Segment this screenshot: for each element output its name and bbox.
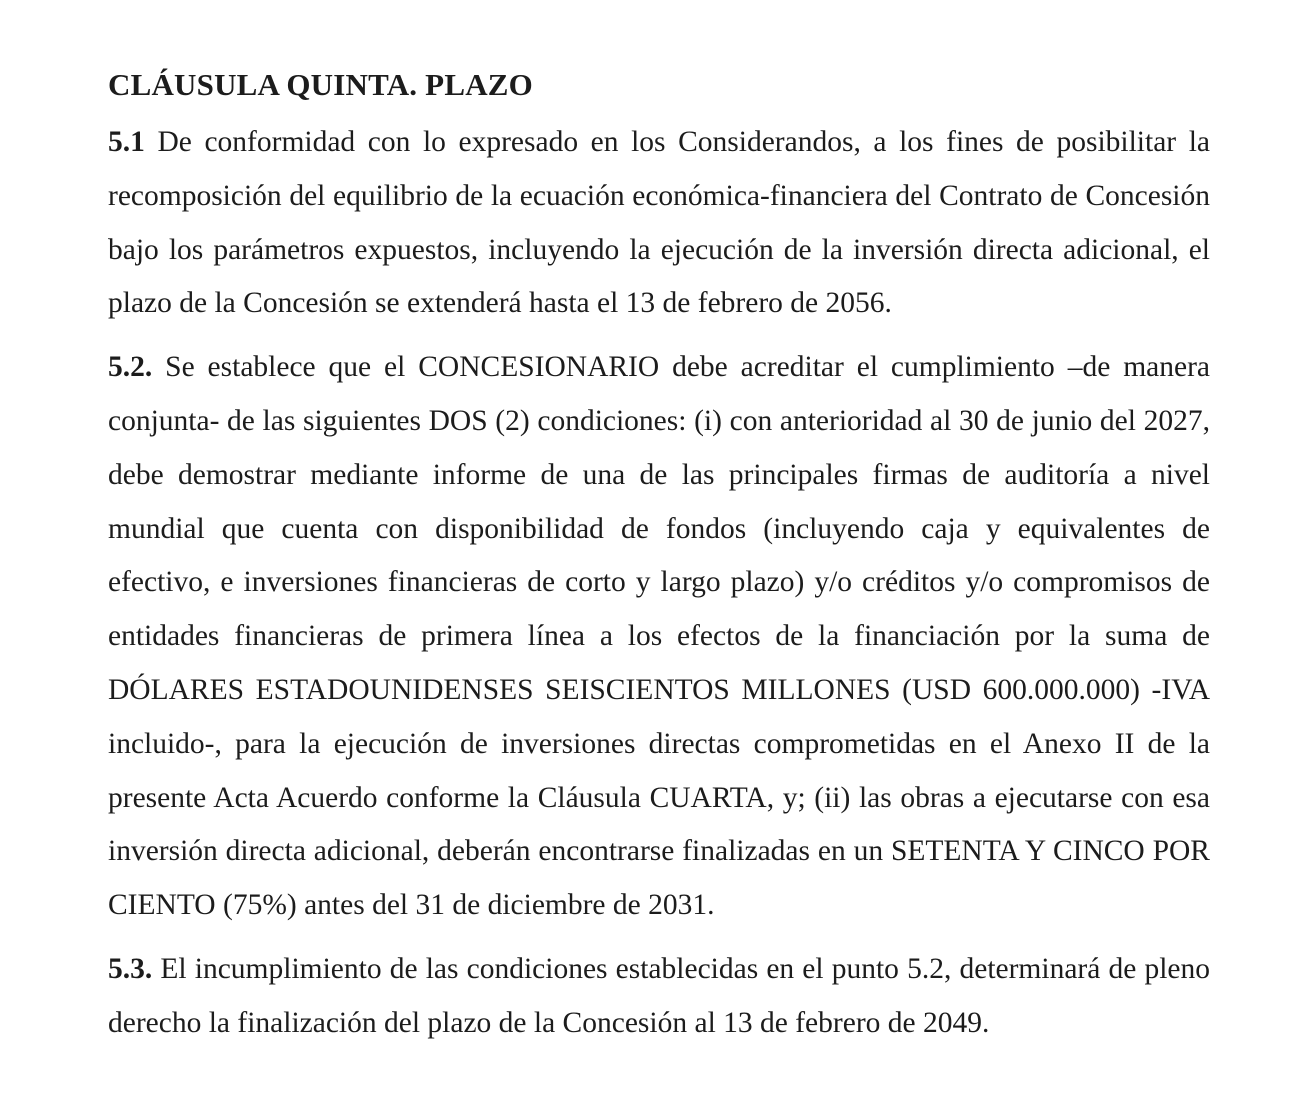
clause-number: 5.2. [108,351,153,384]
clause-number: 5.3. [108,952,153,985]
clause-5-1 [108,116,1210,331]
document-page [108,60,1210,1061]
clause-5-3 [108,943,1210,1051]
clause-text: El incumplimiento de las condiciones establecidas en el punto 5.2, determinará de pleno derecho la finalización del plazo de la Concesión al 13 de febrero de 2049. [108,952,1211,1039]
clause-5-2 [108,341,1210,933]
clause-heading: CLÁUSULA QUINTA. PLAZO [108,67,533,102]
clause-text: De conformidad con lo expresado en los Considerandos, a los fines de posibilitar la recomposición del equilibrio de la ecuación económica-financiera del Contrato de Concesión bajo los parámetros expuestos, incluyendo la ejecución de la inversión directa adicional, el plazo de la Concesión se extenderá hasta el 13 de febrero de 2056. [108,126,1210,320]
clause-text: Se establece que el CONCESIONARIO debe acreditar el cumplimiento –de manera conjunta- de las siguientes DOS (2) condiciones: (i) con anterioridad al 30 de junio del 2027, debe demostrar mediante informe de una de las principales firmas de auditoría a nivel mundial que cuenta con disponibilidad de fondos (incluyendo caja y equivalentes de efectivo, e inversiones financieras de corto y largo plazo) y/o créditos y/o compromisos de entidades financieras de primera línea a los efectos de la financiación por la suma de DÓLARES ESTADOUNIDENSES SEISCIENTOS MILLONES (USD 600.000.000) -IVA incluido-, para la ejecución de inversiones directas comprometidas en el Anexo II de la presente Acta Acuerdo conforme la Cláusula CUARTA, y; (ii) las obras a ejecutarse con esa inversión directa adicional, deberán encontrarse finalizadas en un SETENTA Y CINCO POR CIENTO (75%) antes del 31 de diciembre de 2031. [108,351,1211,922]
clause-number: 5.1 [108,126,145,158]
